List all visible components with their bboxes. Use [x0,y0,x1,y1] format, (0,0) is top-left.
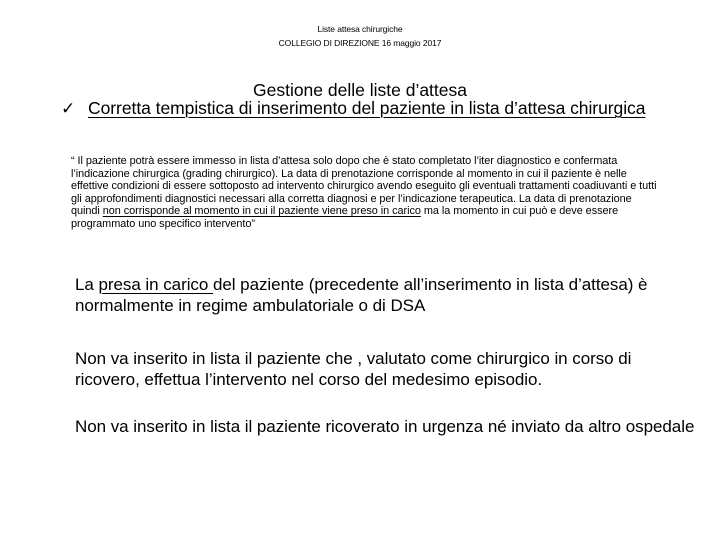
paragraph-ricovero: Non va inserito in lista il paziente che , valutato come chirurgico in corso di ricovero, effettua l’intervento nel corso del medesimo episodio. [75,349,632,389]
quote-text-part1: “ Il paziente potrà essere immesso in lista d’attesa solo dopo che è stato completato l’iter diagnostico e confermata l’indicazione chirurgica (grading chirurgico). La data di prenotazione corrisponde al momento in cui il paziente è nelle effettive condizioni di essere sottoposto ad intervento chirurgico avendo eseguito gli eventuali trattamenti coadiuvanti e tutti gli approfondimenti diagnostici necessari alla corretta diagnosi e per l’indicazione terapeutica. La data di prenotazione quindi [71,155,657,217]
section-title: Gestione delle liste d’attesa [252,80,468,100]
paragraph1-before: La [75,275,99,294]
paragraph-urgenza: Non va inserito in lista il paziente ricoverato in urgenza né inviato da altro ospedale [75,417,695,436]
quote-text-part2: ma la momento in cui può e deve essere programmato uno specifico intervento” [71,205,619,230]
bullet-heading [88,99,648,118]
bullet-heading-text: Corretta tempistica di inserimento del paziente in lista d’attesa chirurgica [88,98,646,118]
check-icon: ✓ [61,99,76,118]
header-title: Liste attesa chirurgiche [317,24,403,34]
paragraph-presa-in-carico [75,274,695,316]
quote-block [71,155,661,230]
header-subtitle: COLLEGIO DI DIREZIONE 16 maggio 2017 [278,38,442,48]
quote-underlined-text: non corrisponde al momento in cui il paziente viene preso in carico [102,205,421,217]
paragraph1-after: del paziente (precedente all’inserimento in lista d’attesa) è normalmente in regime ambulatoriale o di DSA [75,275,648,315]
paragraph1-underlined: presa in carico [98,275,213,294]
